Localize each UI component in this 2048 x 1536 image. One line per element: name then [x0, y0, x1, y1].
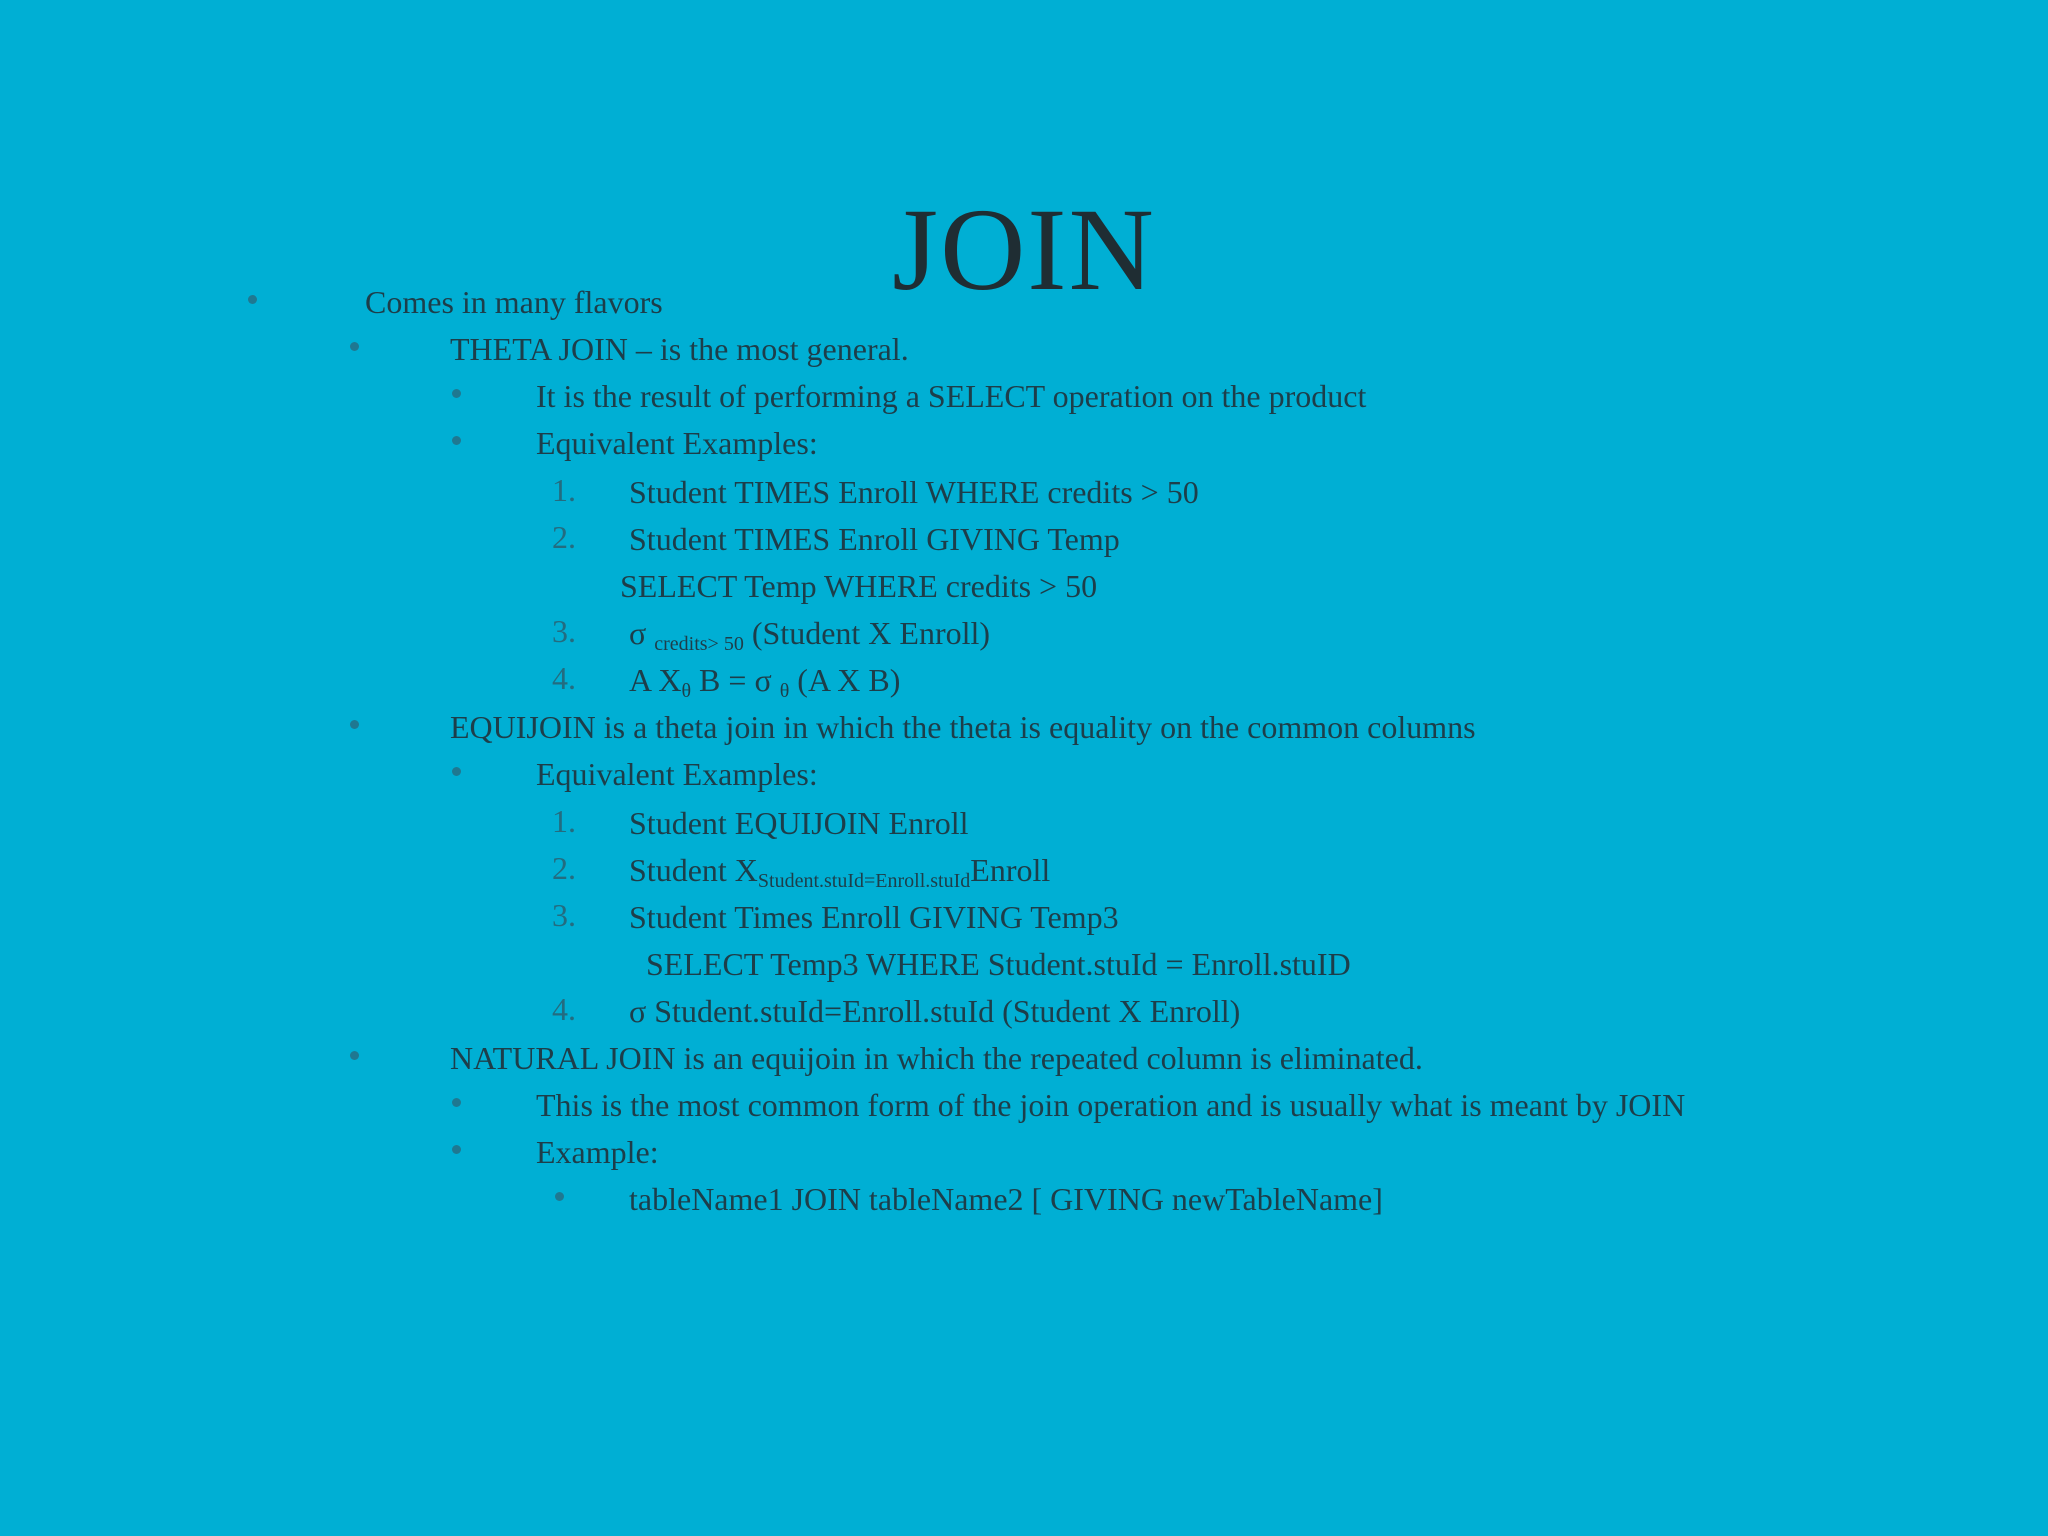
equi-example-2-a: Student X: [629, 852, 758, 888]
theta-subscript: θ: [779, 680, 790, 702]
bullet-theta-join: THETA JOIN – is the most general.: [450, 331, 909, 367]
bullet-dot: [350, 342, 359, 351]
bullet-dot: [452, 1098, 461, 1107]
bullet-dot: [452, 436, 461, 445]
bullet-natural-join: NATURAL JOIN is an equijoin in which the repeated column is eliminated.: [450, 1040, 1423, 1076]
equi-example-4: σ Student.stuId=Enroll.stuId (Student X Enroll): [629, 993, 1241, 1029]
theta-example-3: [629, 613, 990, 653]
list-number: 4.: [552, 660, 576, 696]
theta-example-3-rest: (Student X Enroll): [751, 615, 991, 651]
bullet-natural-common: This is the most common form of the join operation and is usually what is meant by JOIN: [536, 1087, 1686, 1123]
list-number: 2.: [552, 519, 576, 555]
bullet-theta-examples: Equivalent Examples:: [536, 425, 818, 461]
bullet-flavors: Comes in many flavors: [365, 284, 663, 320]
theta-example-4-a: A X: [629, 662, 682, 698]
bullet-dot: [350, 1051, 359, 1060]
bullet-equijoin: EQUIJOIN is a theta join in which the theta is equality on the common columns: [450, 709, 1476, 745]
bullet-natural-example: Example:: [536, 1134, 659, 1170]
bullet-theta-result: It is the result of performing a SELECT operation on the product: [536, 378, 1367, 414]
list-number: 4.: [552, 991, 576, 1027]
equi-example-3b: SELECT Temp3 WHERE Student.stuId = Enroll.stuID: [646, 946, 1351, 982]
bullet-dot: [452, 767, 461, 776]
equi-example-2: [629, 850, 1050, 890]
bullet-dot: [452, 389, 461, 398]
list-number: 1.: [552, 803, 576, 839]
theta-example-4-c: (A X B): [789, 662, 901, 698]
equi-example-2-b: Enroll: [970, 852, 1051, 888]
sigma-symbol: σ: [629, 615, 647, 651]
theta-subscript: θ: [681, 680, 692, 702]
theta-example-2b: SELECT Temp WHERE credits > 50: [620, 568, 1098, 604]
equi-subscript: Student.stuId=Enroll.stuId: [757, 870, 971, 892]
bullet-dot: [248, 295, 257, 304]
list-number: 2.: [552, 850, 576, 886]
equi-example-3a: Student Times Enroll GIVING Temp3: [629, 899, 1119, 935]
bullet-dot: [555, 1192, 564, 1201]
bullet-dot: [350, 720, 359, 729]
equi-example-1: Student EQUIJOIN Enroll: [629, 805, 969, 841]
list-number: 1.: [552, 472, 576, 508]
slide-title: JOIN: [892, 184, 1156, 315]
bullet-dot: [452, 1145, 461, 1154]
natural-example-code: tableName1 JOIN tableName2 [ GIVING newTableName]: [629, 1181, 1383, 1217]
sigma-subscript: credits> 50: [654, 633, 744, 655]
list-number: 3.: [552, 897, 576, 933]
list-number: 3.: [552, 613, 576, 649]
theta-example-4: [629, 660, 900, 700]
theta-example-2a: Student TIMES Enroll GIVING Temp: [629, 521, 1120, 557]
theta-example-4-b: B = σ: [691, 662, 780, 698]
theta-example-1: Student TIMES Enroll WHERE credits > 50: [629, 474, 1199, 510]
bullet-equi-examples: Equivalent Examples:: [536, 756, 818, 792]
